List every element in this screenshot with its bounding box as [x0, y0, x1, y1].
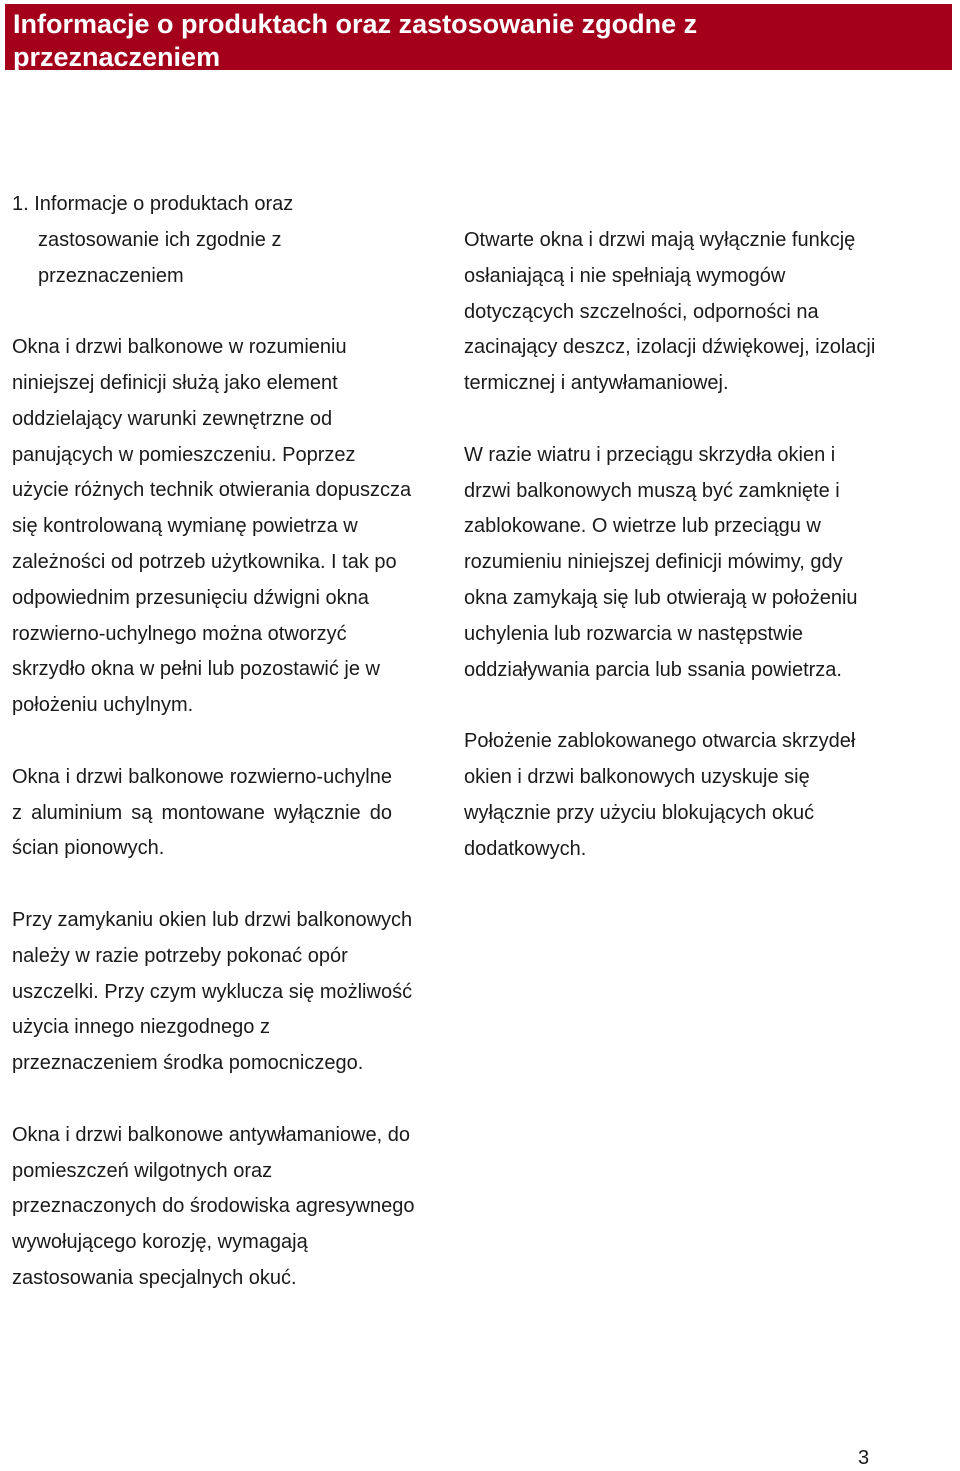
- banner-title: Informacje o produktach oraz zastosowanie zgodne z przeznaczeniem: [13, 9, 698, 72]
- paragraph-definition: Okna i drzwi balkonowe w rozumieniu niniejszej definicji służą jako element oddzielający warunki zewnętrzne od panujących w pomieszczeniu. Poprzez użycie różnych technik otwierania dopuszcza się kontrolowaną wymianę powietrza w zależności od potrzeb użytkownika. I tak po odpowiednim przesunięciu dźwigni okna rozwierno-uchylnego można otworzyć skrzydło okna w pełni lub pozostawić je w położeniu uchylnym.: [12, 336, 412, 717]
- paragraph-blocked-opening: Położenie zablokowanego otwarcia skrzydeł okien i drzwi balkonowych uzyskuje się wyłącznie przy użyciu blokujących okuć dodatkowych.: [464, 730, 856, 860]
- paragraph-closing: Przy zamykaniu okien lub drzwi balkonowych należy w razie potrzeby pokonać opór uszczelki. Przy czym wyklucza się możliwość użycia innego niezgodnego z przeznaczeniem środka pomocniczego.: [12, 908, 413, 1075]
- paragraph-mounting: Okna i drzwi balkonowe rozwierno-uchylne z aluminium są montowane wyłącznie do ścian pionowych.: [12, 765, 392, 860]
- left-column: [12, 187, 417, 1333]
- paragraph-wind-draft: W razie wiatru i przeciągu skrzydła okien i drzwi balkonowych muszą być zamknięte i zablokowane. O wietrze lub przeciągu w rozumieniu niniejszej definicji mówimy, gdy okna zamykają się lub otwierają w położeniu uchylenia lub rozwarcia w następstwie oddziaływania parcia lub ssania powietrza.: [464, 443, 858, 681]
- section-banner: [5, 4, 952, 70]
- section-heading: 1. Informacje o produktach oraz zastosowanie ich zgodnie z przeznaczeniem: [12, 193, 294, 287]
- right-column: [464, 223, 884, 903]
- paragraph-open-windows: Otwarte okna i drzwi mają wyłącznie funkcję osłaniającą i nie spełniają wymogów dotyczących szczelności, odporności na zacinający deszcz, izolacji dźwiękowej, izolacji termicznej i antywłamaniowej.: [464, 229, 876, 395]
- paragraph-special-fittings: Okna i drzwi balkonowe antywłamaniowe, do pomieszczeń wilgotnych oraz przeznaczonych do środowiska agresywnego wywołującego korozję, wymagają zastosowania specjalnych okuć.: [12, 1123, 415, 1289]
- page-number: 3: [858, 1447, 870, 1469]
